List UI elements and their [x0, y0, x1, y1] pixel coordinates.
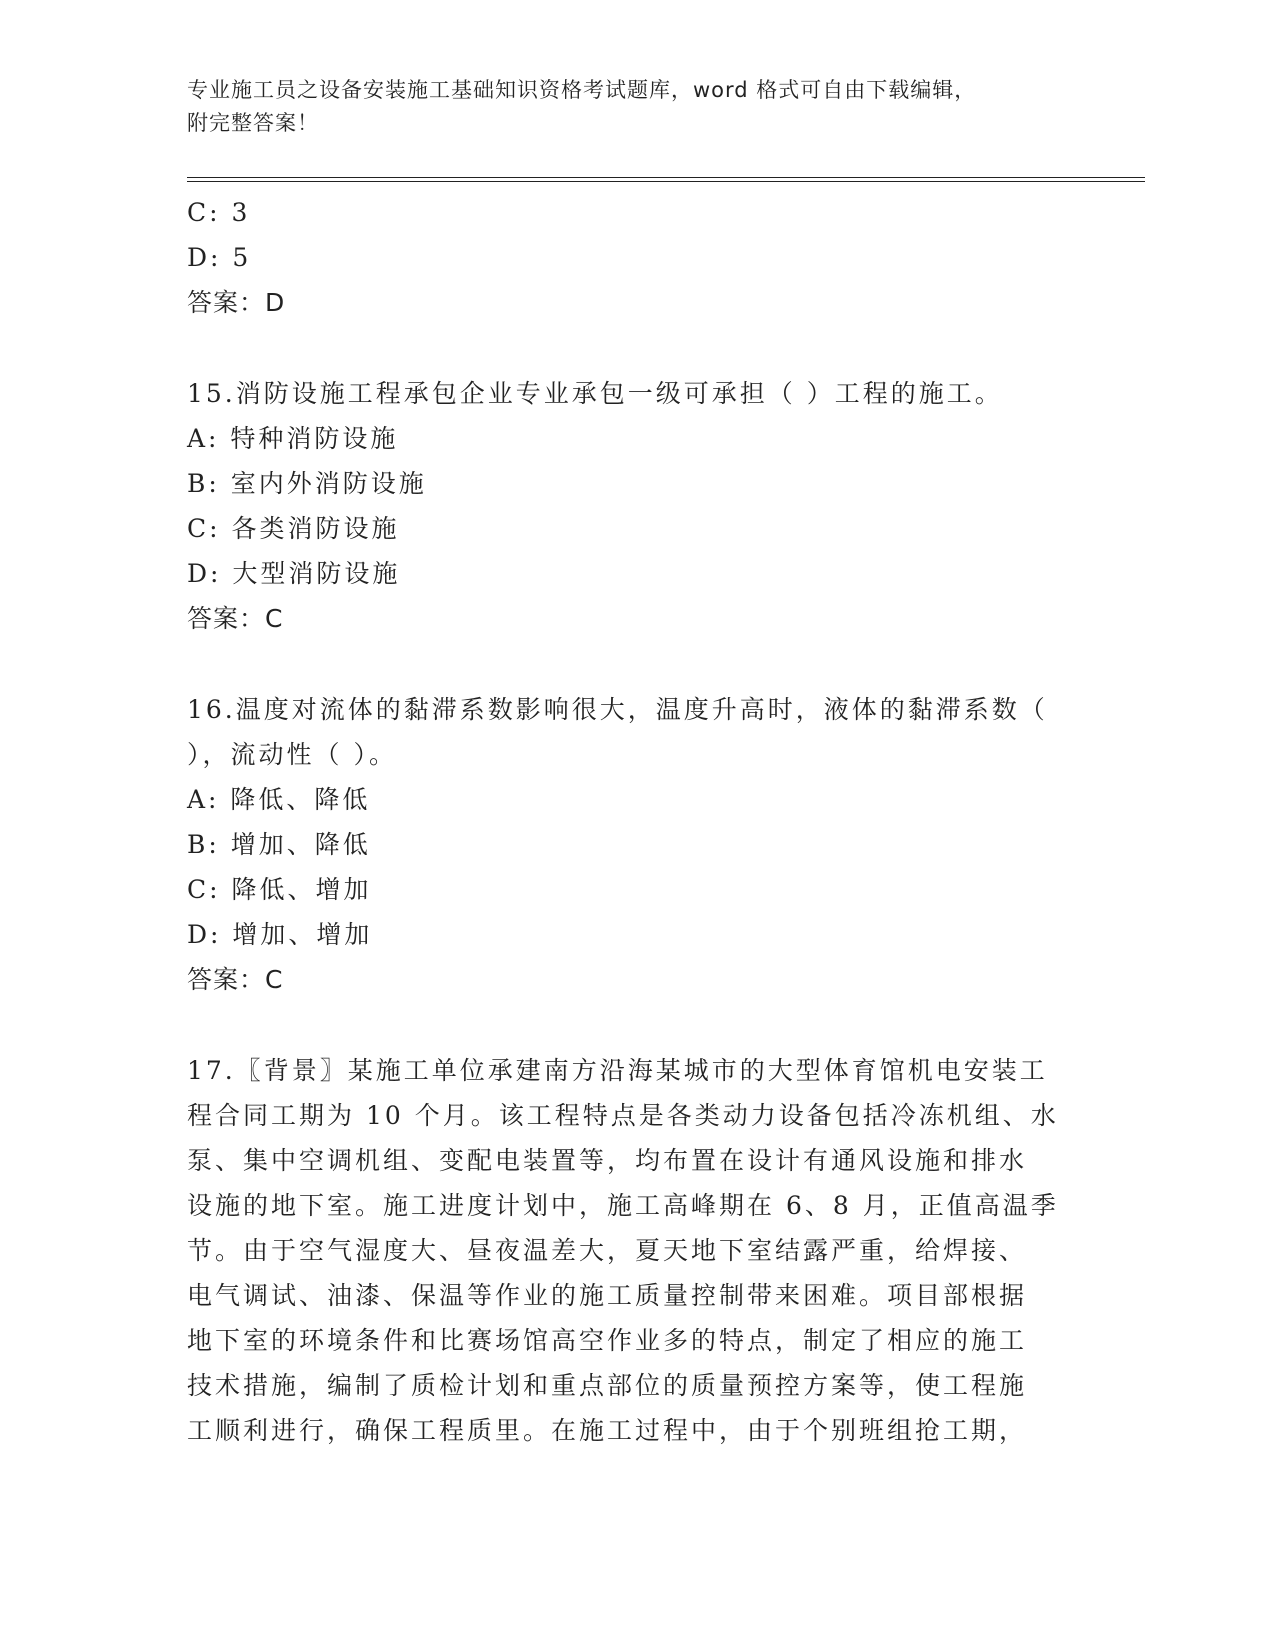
question-15: [187, 371, 1067, 641]
option-d: D: 增加、增加: [187, 920, 373, 949]
option-d: D: 5: [187, 243, 252, 272]
question-16: [187, 687, 1067, 1002]
question-text: 15.消防设施工程承包企业专业承包一级可承担（ ）工程的施工。: [187, 379, 1003, 408]
answer: 答案：C: [187, 965, 284, 994]
header-divider-bottom: [187, 181, 1145, 182]
paragraph-line: 设施的地下室。施工进度计划中，施工高峰期在 6、8 月，正值高温季: [187, 1191, 1059, 1220]
paragraph-line: 17.〖背景〗某施工单位承建南方沿海某城市的大型体育馆机电安装工: [187, 1056, 1048, 1085]
answer: 答案：C: [187, 604, 284, 633]
paragraph-line: 电气调试、油漆、保温等作业的施工质量控制带来困难。项目部根据: [187, 1281, 1028, 1310]
paragraph-line: 节。由于空气湿度大、昼夜温差大，夏天地下室结露严重，给焊接、: [187, 1236, 1028, 1265]
header-line-2: 附完整答案！: [187, 111, 319, 135]
paragraph-line: 泵、集中空调机组、变配电装置等，均布置在设计有通风设施和排水: [187, 1146, 1028, 1175]
paragraph-line: 地下室的环境条件和比赛场馆高空作业多的特点，制定了相应的施工: [187, 1326, 1028, 1355]
paragraph-line: 工顺利进行，确保工程质里。在施工过程中，由于个别班组抢工期，: [187, 1416, 1028, 1445]
question-text-line-1: 16.温度对流体的黏滞系数影响很大，温度升高时，液体的黏滞系数（: [187, 695, 1048, 724]
option-b: B: 室内外消防设施: [187, 469, 427, 498]
paragraph-line: 程合同工期为 10 个月。该工程特点是各类动力设备包括冷冻机组、水: [187, 1101, 1059, 1130]
option-c: C: 降低、增加: [187, 875, 372, 904]
document-body: [187, 190, 1067, 1453]
option-c: C: 3: [187, 198, 251, 227]
option-a: A: 特种消防设施: [187, 424, 399, 453]
option-a: A: 降低、降低: [187, 785, 371, 814]
question-14-tail: [187, 190, 1067, 325]
header-divider-top: [187, 177, 1145, 178]
question-17: [187, 1048, 1067, 1453]
paragraph-line: 技术措施，编制了质检计划和重点部位的质量预控方案等，使工程施: [187, 1371, 1028, 1400]
answer: 答案：D: [187, 288, 286, 317]
header-line-1: 专业施工员之设备安装施工基础知识资格考试题库，word 格式可自由下载编辑，: [187, 78, 977, 102]
question-text-line-2: ），流动性（ ）。: [187, 740, 397, 769]
option-d: D: 大型消防设施: [187, 559, 401, 588]
document-header: [187, 74, 1067, 140]
option-b: B: 增加、降低: [187, 830, 371, 859]
option-c: C: 各类消防设施: [187, 514, 400, 543]
